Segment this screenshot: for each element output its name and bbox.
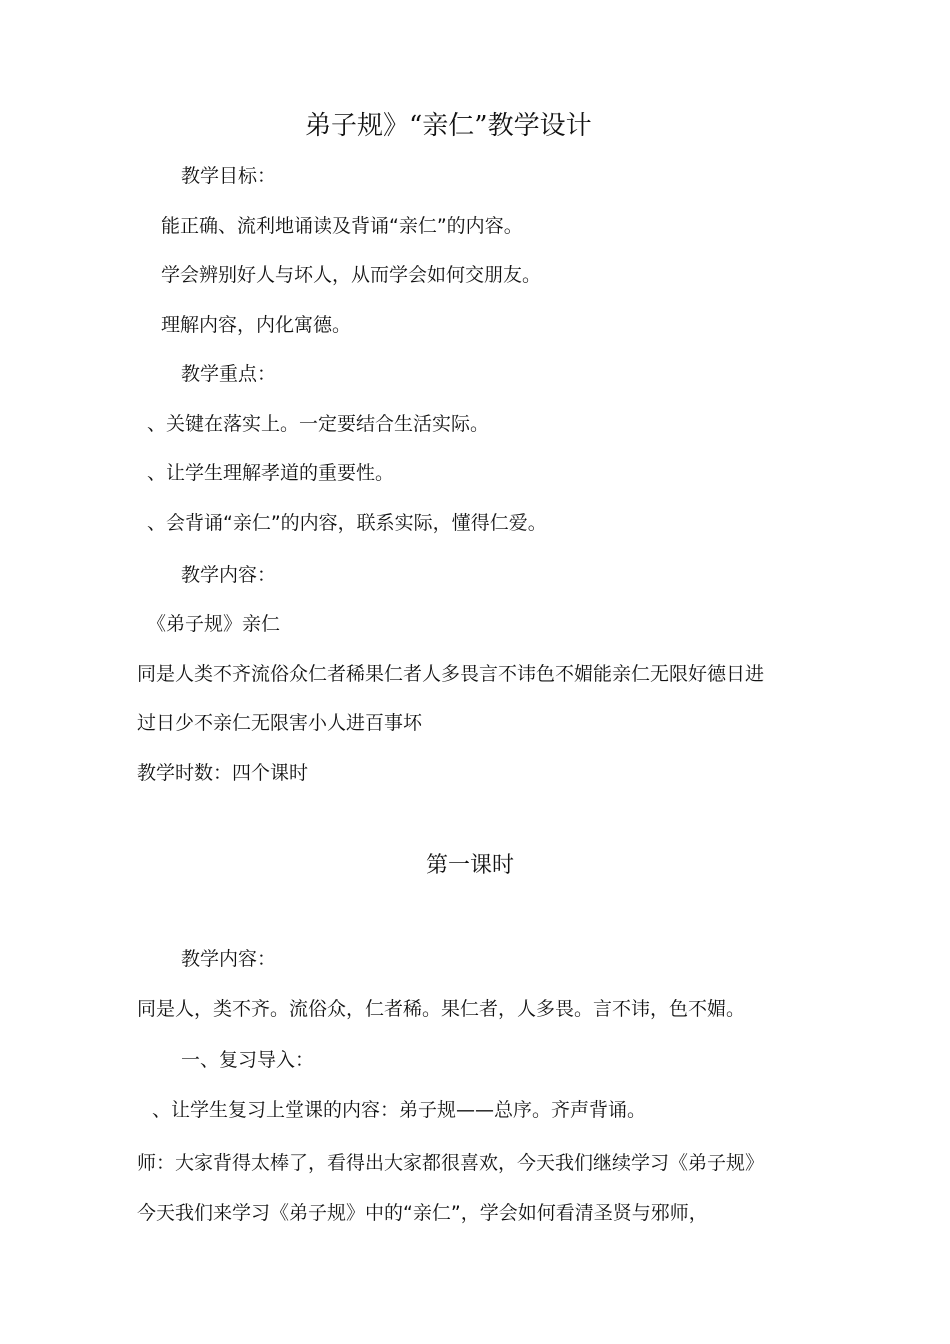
text-line: 同是人类不齐流俗众仁者稀果仁者人多畏言不讳色不媚能亲仁无限好德日进 xyxy=(137,663,765,685)
lesson-content-heading: 教学内容： xyxy=(181,948,277,970)
keypoints-heading: 教学重点： xyxy=(181,363,277,385)
keypoint-item: 、让学生理解孝道的重要性。 xyxy=(147,462,395,484)
teacher-line: 师：大家背得太棒了，看得出大家都很喜欢，今天我们继续学习《弟子规》 xyxy=(137,1152,765,1174)
body-line: 今天我们来学习《弟子规》中的“亲仁”，学会如何看清圣贤与邪师， xyxy=(137,1202,708,1224)
document-title: 弟子规》“亲仁”教学设计 xyxy=(305,111,592,141)
text-line: 过日少不亲仁无限害小人进百事坏 xyxy=(137,712,423,734)
step-item: 、让学生复习上堂课的内容：弟子规——总序。齐声背诵。 xyxy=(152,1099,647,1121)
keypoint-item: 、会背诵“亲仁”的内容，联系实际，懂得仁爱。 xyxy=(147,512,547,534)
objective-item: 学会辨别好人与坏人，从而学会如何交朋友。 xyxy=(161,264,542,286)
lesson-content: 同是人，类不齐。流俗众，仁者稀。果仁者，人多畏。言不讳，色不媚。 xyxy=(137,998,746,1020)
teaching-hours: 教学时数：四个课时 xyxy=(137,762,309,784)
section-heading: 一、复习导入： xyxy=(181,1049,315,1071)
text-title: 《弟子规》亲仁 xyxy=(147,613,281,635)
lesson-heading: 第一课时 xyxy=(426,853,515,878)
objectives-heading: 教学目标： xyxy=(181,165,277,187)
objective-item: 能正确、流利地诵读及背诵“亲仁”的内容。 xyxy=(161,215,523,237)
content-heading: 教学内容： xyxy=(181,564,277,586)
objective-item: 理解内容，内化寓德。 xyxy=(161,314,352,336)
keypoint-item: 、关键在落实上。一定要结合生活实际。 xyxy=(147,413,490,435)
